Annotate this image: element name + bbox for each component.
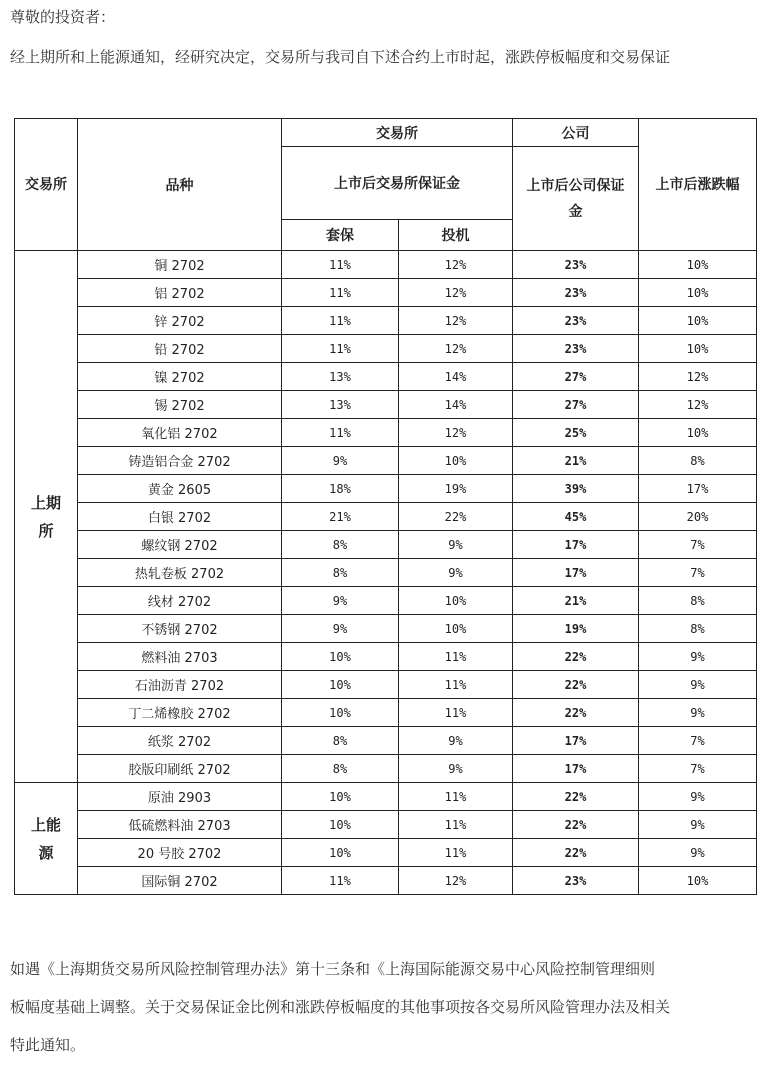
- hedge-margin-cell: 18%: [282, 475, 399, 503]
- hedge-margin-cell: 10%: [282, 643, 399, 671]
- product-cell: 铅 2702: [78, 335, 282, 363]
- table-row: [15, 307, 757, 335]
- header-hedge: 套保: [282, 220, 399, 251]
- exchange-cell: 上能源: [15, 783, 78, 895]
- hedge-margin-cell: 8%: [282, 727, 399, 755]
- spec-margin-cell: 12%: [399, 307, 513, 335]
- company-margin-cell: 45%: [513, 503, 639, 531]
- header-spec: 投机: [399, 220, 513, 251]
- company-margin-cell: 23%: [513, 867, 639, 895]
- limit-cell: 9%: [639, 839, 757, 867]
- hedge-margin-cell: 11%: [282, 335, 399, 363]
- product-cell: 铸造铝合金 2702: [78, 447, 282, 475]
- hedge-margin-cell: 8%: [282, 559, 399, 587]
- company-margin-cell: 22%: [513, 811, 639, 839]
- hedge-margin-cell: 10%: [282, 811, 399, 839]
- product-cell: 黄金 2605: [78, 475, 282, 503]
- limit-cell: 10%: [639, 251, 757, 279]
- company-margin-cell: 23%: [513, 307, 639, 335]
- margin-table: [14, 118, 757, 895]
- table-row: [15, 755, 757, 783]
- limit-cell: 9%: [639, 811, 757, 839]
- company-margin-cell: 21%: [513, 447, 639, 475]
- limit-cell: 9%: [639, 671, 757, 699]
- product-cell: 锡 2702: [78, 391, 282, 419]
- spec-margin-cell: 11%: [399, 783, 513, 811]
- footer-line-3: 特此通知。: [10, 1036, 86, 1054]
- header-exchange-margin: 上市后交易所保证金: [282, 147, 513, 220]
- company-margin-cell: 23%: [513, 251, 639, 279]
- company-margin-cell: 25%: [513, 419, 639, 447]
- company-margin-cell: 39%: [513, 475, 639, 503]
- limit-cell: 8%: [639, 615, 757, 643]
- table-row: [15, 811, 757, 839]
- hedge-margin-cell: 9%: [282, 447, 399, 475]
- product-cell: 铜 2702: [78, 251, 282, 279]
- limit-cell: 10%: [639, 307, 757, 335]
- exchange-cell: 上期所: [15, 251, 78, 783]
- company-margin-cell: 23%: [513, 335, 639, 363]
- table-row: [15, 615, 757, 643]
- limit-cell: 7%: [639, 531, 757, 559]
- table-row: [15, 279, 757, 307]
- table-body: [15, 251, 757, 895]
- product-cell: 螺纹钢 2702: [78, 531, 282, 559]
- limit-cell: 8%: [639, 447, 757, 475]
- hedge-margin-cell: 10%: [282, 839, 399, 867]
- header-group-company: 公司: [513, 119, 639, 147]
- limit-cell: 9%: [639, 643, 757, 671]
- spec-margin-cell: 11%: [399, 811, 513, 839]
- product-cell: 热轧卷板 2702: [78, 559, 282, 587]
- table-header: [15, 119, 757, 251]
- spec-margin-cell: 11%: [399, 839, 513, 867]
- spec-margin-cell: 22%: [399, 503, 513, 531]
- limit-cell: 10%: [639, 279, 757, 307]
- product-cell: 白银 2702: [78, 503, 282, 531]
- table-row: [15, 531, 757, 559]
- header-company-margin: 上市后公司保证金: [513, 147, 639, 251]
- limit-cell: 12%: [639, 391, 757, 419]
- limit-cell: 12%: [639, 363, 757, 391]
- company-margin-cell: 22%: [513, 671, 639, 699]
- header-product: 品种: [78, 119, 282, 251]
- table-row: [15, 727, 757, 755]
- spec-margin-cell: 12%: [399, 867, 513, 895]
- hedge-margin-cell: 21%: [282, 503, 399, 531]
- product-cell: 不锈钢 2702: [78, 615, 282, 643]
- product-cell: 胶版印刷纸 2702: [78, 755, 282, 783]
- greeting-text: 尊敬的投资者：: [10, 8, 116, 26]
- company-margin-cell: 19%: [513, 615, 639, 643]
- footer-line-1: 如遇《上海期货交易所风险控制管理办法》第十三条和《上海国际能源交易中心风险控制管理细则: [10, 960, 656, 978]
- table-row: [15, 867, 757, 895]
- table-row: [15, 391, 757, 419]
- spec-margin-cell: 12%: [399, 335, 513, 363]
- table-row: [15, 559, 757, 587]
- product-cell: 20 号胶 2702: [78, 839, 282, 867]
- hedge-margin-cell: 9%: [282, 615, 399, 643]
- table-row: [15, 699, 757, 727]
- limit-cell: 20%: [639, 503, 757, 531]
- company-margin-cell: 22%: [513, 643, 639, 671]
- hedge-margin-cell: 13%: [282, 363, 399, 391]
- company-margin-cell: 27%: [513, 391, 639, 419]
- limit-cell: 10%: [639, 867, 757, 895]
- company-margin-cell: 17%: [513, 559, 639, 587]
- table-row: [15, 363, 757, 391]
- company-margin-cell: 17%: [513, 755, 639, 783]
- product-cell: 镍 2702: [78, 363, 282, 391]
- header-exchange: 交易所: [15, 119, 78, 251]
- hedge-margin-cell: 11%: [282, 251, 399, 279]
- limit-cell: 7%: [639, 755, 757, 783]
- hedge-margin-cell: 10%: [282, 671, 399, 699]
- company-margin-cell: 17%: [513, 531, 639, 559]
- spec-margin-cell: 14%: [399, 363, 513, 391]
- product-cell: 锌 2702: [78, 307, 282, 335]
- limit-cell: 7%: [639, 727, 757, 755]
- hedge-margin-cell: 10%: [282, 699, 399, 727]
- product-cell: 纸浆 2702: [78, 727, 282, 755]
- spec-margin-cell: 11%: [399, 671, 513, 699]
- spec-margin-cell: 12%: [399, 279, 513, 307]
- spec-margin-cell: 19%: [399, 475, 513, 503]
- spec-margin-cell: 11%: [399, 643, 513, 671]
- hedge-margin-cell: 11%: [282, 867, 399, 895]
- product-cell: 原油 2903: [78, 783, 282, 811]
- table-row: [15, 783, 757, 811]
- footer-line-2: 板幅度基础上调整。关于交易保证金比例和涨跌停板幅度的其他事项按各交易所风险管理办法及相关: [10, 998, 671, 1016]
- spec-margin-cell: 10%: [399, 587, 513, 615]
- hedge-margin-cell: 8%: [282, 531, 399, 559]
- company-margin-cell: 23%: [513, 279, 639, 307]
- spec-margin-cell: 9%: [399, 559, 513, 587]
- product-cell: 燃料油 2703: [78, 643, 282, 671]
- spec-margin-cell: 12%: [399, 419, 513, 447]
- company-margin-cell: 22%: [513, 783, 639, 811]
- spec-margin-cell: 10%: [399, 615, 513, 643]
- limit-cell: 9%: [639, 783, 757, 811]
- company-margin-cell: 22%: [513, 839, 639, 867]
- table-row: [15, 447, 757, 475]
- hedge-margin-cell: 11%: [282, 419, 399, 447]
- hedge-margin-cell: 13%: [282, 391, 399, 419]
- limit-cell: 9%: [639, 699, 757, 727]
- hedge-margin-cell: 9%: [282, 587, 399, 615]
- spec-margin-cell: 11%: [399, 699, 513, 727]
- company-margin-cell: 27%: [513, 363, 639, 391]
- spec-margin-cell: 9%: [399, 755, 513, 783]
- table-row: [15, 671, 757, 699]
- company-margin-cell: 22%: [513, 699, 639, 727]
- limit-cell: 10%: [639, 335, 757, 363]
- product-cell: 低硫燃料油 2703: [78, 811, 282, 839]
- company-margin-cell: 21%: [513, 587, 639, 615]
- limit-cell: 8%: [639, 587, 757, 615]
- header-limit: 上市后涨跌幅: [639, 119, 757, 251]
- intro-paragraph: 经上期所和上能源通知，经研究决定，交易所与我司自下述合约上市时起，涨跌停板幅度和交易保证: [10, 48, 671, 66]
- product-cell: 氧化铝 2702: [78, 419, 282, 447]
- hedge-margin-cell: 8%: [282, 755, 399, 783]
- spec-margin-cell: 9%: [399, 727, 513, 755]
- table-row: [15, 839, 757, 867]
- product-cell: 铝 2702: [78, 279, 282, 307]
- product-cell: 线材 2702: [78, 587, 282, 615]
- product-cell: 国际铜 2702: [78, 867, 282, 895]
- table-row: [15, 335, 757, 363]
- table-row: [15, 419, 757, 447]
- company-margin-cell: 17%: [513, 727, 639, 755]
- table-row: [15, 475, 757, 503]
- header-group-exchange: 交易所: [282, 119, 513, 147]
- spec-margin-cell: 14%: [399, 391, 513, 419]
- hedge-margin-cell: 11%: [282, 279, 399, 307]
- spec-margin-cell: 12%: [399, 251, 513, 279]
- limit-cell: 7%: [639, 559, 757, 587]
- product-cell: 石油沥青 2702: [78, 671, 282, 699]
- limit-cell: 17%: [639, 475, 757, 503]
- spec-margin-cell: 10%: [399, 447, 513, 475]
- table-row: [15, 643, 757, 671]
- limit-cell: 10%: [639, 419, 757, 447]
- product-cell: 丁二烯橡胶 2702: [78, 699, 282, 727]
- table-row: [15, 503, 757, 531]
- hedge-margin-cell: 10%: [282, 783, 399, 811]
- table-row: [15, 587, 757, 615]
- hedge-margin-cell: 11%: [282, 307, 399, 335]
- spec-margin-cell: 9%: [399, 531, 513, 559]
- table-row: [15, 251, 757, 279]
